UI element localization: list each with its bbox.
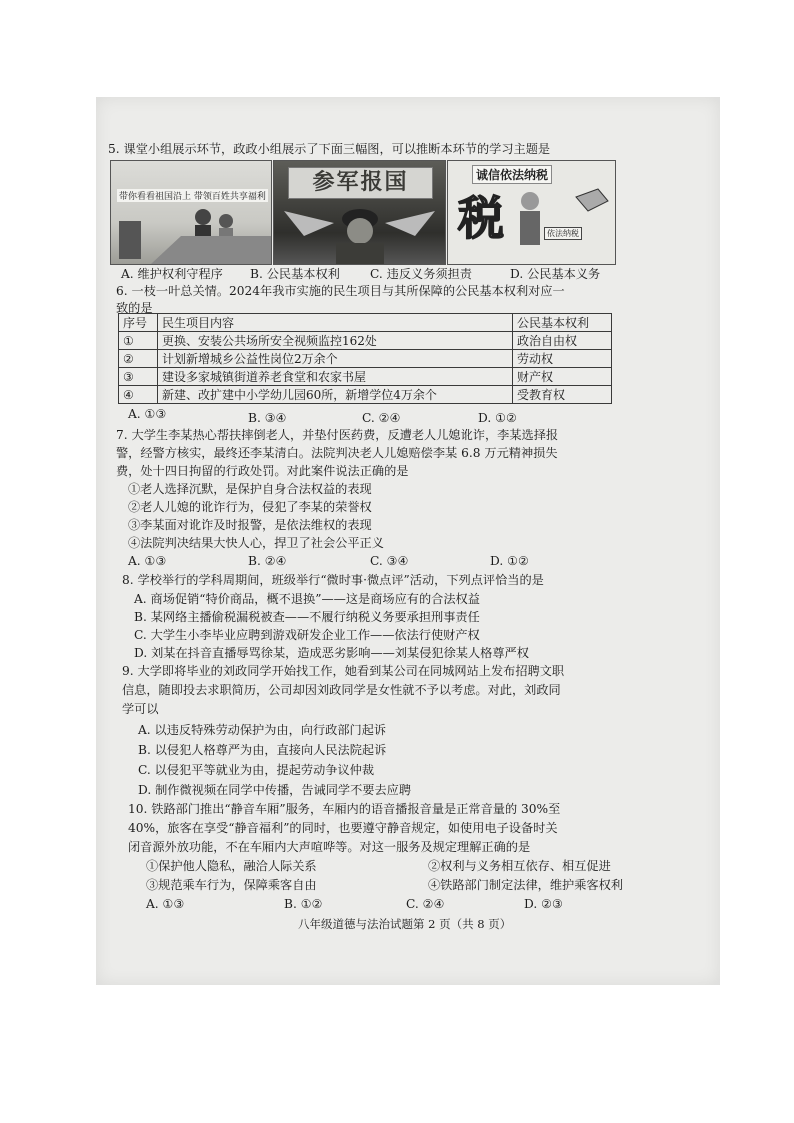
q10-item-1: ①保护他人隐私，融洽人际关系 bbox=[146, 859, 317, 873]
table-cell: 新建、改扩建中小学幼儿园60所，新增学位4万余个 bbox=[158, 386, 513, 404]
q6-stem-line2: 致的是 bbox=[116, 301, 153, 315]
header-cell: 序号 bbox=[119, 314, 158, 332]
q10-option-a: A. ①③ bbox=[146, 897, 185, 911]
q5-option-a: A. 维护权利守程序 bbox=[121, 267, 223, 281]
table-row bbox=[119, 350, 612, 368]
q5-image-3-title: 诚信依法纳税 bbox=[472, 165, 552, 184]
q7-item-3: ③李某面对讹诈及时报警，是依法维权的表现 bbox=[128, 518, 372, 532]
q5-image-2 bbox=[273, 160, 446, 265]
table-header-row bbox=[119, 314, 612, 332]
q7-item-4: ④法院判决结果大快人心，捍卫了社会公平正义 bbox=[128, 536, 384, 550]
q5-image-3-tag: 依法纳税 bbox=[544, 227, 582, 240]
q9-stem-line1: 9. 大学即将毕业的刘政同学开始找工作，她看到某公司在同城网站上发布招聘文职 bbox=[122, 664, 565, 678]
q5-option-c: C. 违反义务须担责 bbox=[370, 267, 472, 281]
q6-option-c: C. ②④ bbox=[362, 411, 401, 425]
q7-item-1: ①老人选择沉默，是保护自身合法权益的表现 bbox=[128, 482, 372, 496]
table-cell: 财产权 bbox=[513, 368, 612, 386]
q10-item-4: ④铁路部门制定法律，维护乘客权利 bbox=[428, 878, 623, 892]
q10-stem-line2: 40%，旅客在享受“静音福利”的同时，也要遵守静音规定，如使用电子设备时关 bbox=[128, 821, 558, 835]
table-cell: ④ bbox=[119, 386, 158, 404]
q5-stem: 5. 课堂小组展示环节，政政小组展示了下面三幅图，可以推断本环节的学习主题是 bbox=[108, 142, 551, 156]
q6-option-a: A. ①③ bbox=[128, 407, 167, 421]
handshake-illustration bbox=[448, 161, 615, 264]
q5-image-1 bbox=[110, 160, 272, 265]
q9-option-a: A. 以违反特殊劳动保护为由，向行政部门起诉 bbox=[138, 723, 387, 737]
table-row bbox=[119, 368, 612, 386]
q9-stem-line3: 学可以 bbox=[122, 702, 159, 716]
table-cell: 建设多家城镇街道养老食堂和农家书屋 bbox=[158, 368, 513, 386]
q9-option-b: B. 以侵犯人格尊严为由，直接向人民法院起诉 bbox=[138, 743, 387, 757]
q7-item-2: ②老人儿媳的讹诈行为，侵犯了李某的荣誉权 bbox=[128, 500, 372, 514]
q10-option-d: D. ②③ bbox=[524, 897, 563, 911]
q7-option-b: B. ②④ bbox=[248, 554, 287, 568]
q8-option-a: A. 商场促销“特价商品，概不退换”——这是商场应有的合法权益 bbox=[134, 592, 480, 606]
table-cell: 受教育权 bbox=[513, 386, 612, 404]
q10-stem-line3: 闭音源外放功能，不在车厢内大声喧哗等。对这一服务及规定理解正确的是 bbox=[128, 840, 531, 854]
q7-stem-line1: 7. 大学生李某热心帮扶摔倒老人，并垫付医药费，反遭老人儿媳讹诈，李某选择报 bbox=[116, 428, 559, 442]
q7-option-d: D. ①② bbox=[490, 554, 529, 568]
q5-image-3 bbox=[447, 160, 616, 265]
q6-table bbox=[118, 313, 612, 404]
q8-stem: 8. 学校举行的学科周期间，班级举行“微时事·微点评”活动，下列点评恰当的是 bbox=[122, 573, 544, 587]
q5-option-d: D. 公民基本义务 bbox=[510, 267, 601, 281]
table-cell: ② bbox=[119, 350, 158, 368]
q5-image-1-banner: 带你看看祖国沿上 带领百姓共享福利 bbox=[117, 189, 268, 202]
q7-option-c: C. ③④ bbox=[370, 554, 409, 568]
table-cell: 计划新增城乡公益性岗位2万余个 bbox=[158, 350, 513, 368]
q5-image-2-title: 参军报国 bbox=[288, 167, 433, 199]
q5-image-3-char: 税 bbox=[458, 191, 504, 245]
q10-item-3: ③规范乘车行为，保障乘客自由 bbox=[146, 878, 317, 892]
page-footer: 八年级道德与法治试题第 2 页（共 8 页） bbox=[298, 917, 512, 931]
table-cell: ③ bbox=[119, 368, 158, 386]
table-cell: ① bbox=[119, 332, 158, 350]
q8-option-c: C. 大学生小李毕业应聘到游戏研发企业工作——依法行使财产权 bbox=[134, 628, 480, 642]
header-cell: 民生项目内容 bbox=[158, 314, 513, 332]
q8-option-b: B. 某网络主播偷税漏税被查——不履行纳税义务要承担刑事责任 bbox=[134, 610, 480, 624]
q5-option-b: B. 公民基本权利 bbox=[250, 267, 340, 281]
q10-option-b: B. ①② bbox=[284, 897, 323, 911]
q6-option-b: B. ③④ bbox=[248, 411, 287, 425]
q10-item-2: ②权利与义务相互依存、相互促进 bbox=[428, 859, 611, 873]
q9-option-d: D. 制作微视频在同学中传播，告诫同学不要去应聘 bbox=[138, 783, 412, 797]
table-row bbox=[119, 386, 612, 404]
table-row bbox=[119, 332, 612, 350]
table-cell: 政治自由权 bbox=[513, 332, 612, 350]
q7-stem-line2: 警，经警方核实，最终还李某清白。法院判决老人儿媳赔偿李某 6.8 万元精神损失 bbox=[116, 446, 558, 460]
soldier-salute-illustration bbox=[274, 161, 445, 264]
q6-option-d: D. ①② bbox=[478, 411, 517, 425]
table-cell: 更换、安装公共场所安全视频监控162处 bbox=[158, 332, 513, 350]
q6-stem-line1: 6. 一枝一叶总关情。2024年我市实施的民生项目与其所保障的公民基本权利对应一 bbox=[116, 284, 565, 298]
people-illustration bbox=[111, 161, 271, 264]
q9-option-c: C. 以侵犯平等就业为由，提起劳动争议仲裁 bbox=[138, 763, 375, 777]
q10-stem-line1: 10. 铁路部门推出“静音车厢”服务，车厢内的语音播报音量是正常音量的 30%至 bbox=[128, 802, 561, 816]
header-cell: 公民基本权利 bbox=[513, 314, 612, 332]
q9-stem-line2: 信息，随即投去求职简历，公司却因刘政同学是女性就不予以考虑。对此，刘政同 bbox=[122, 683, 561, 697]
q10-option-c: C. ②④ bbox=[406, 897, 445, 911]
q8-option-d: D. 刘某在抖音直播辱骂徐某，造成恶劣影响——刘某侵犯徐某人格尊严权 bbox=[134, 646, 529, 660]
q7-option-a: A. ①③ bbox=[128, 554, 167, 568]
table-cell: 劳动权 bbox=[513, 350, 612, 368]
q7-stem-line3: 费，处十四日拘留的行政处罚。对此案件说法正确的是 bbox=[116, 464, 409, 478]
